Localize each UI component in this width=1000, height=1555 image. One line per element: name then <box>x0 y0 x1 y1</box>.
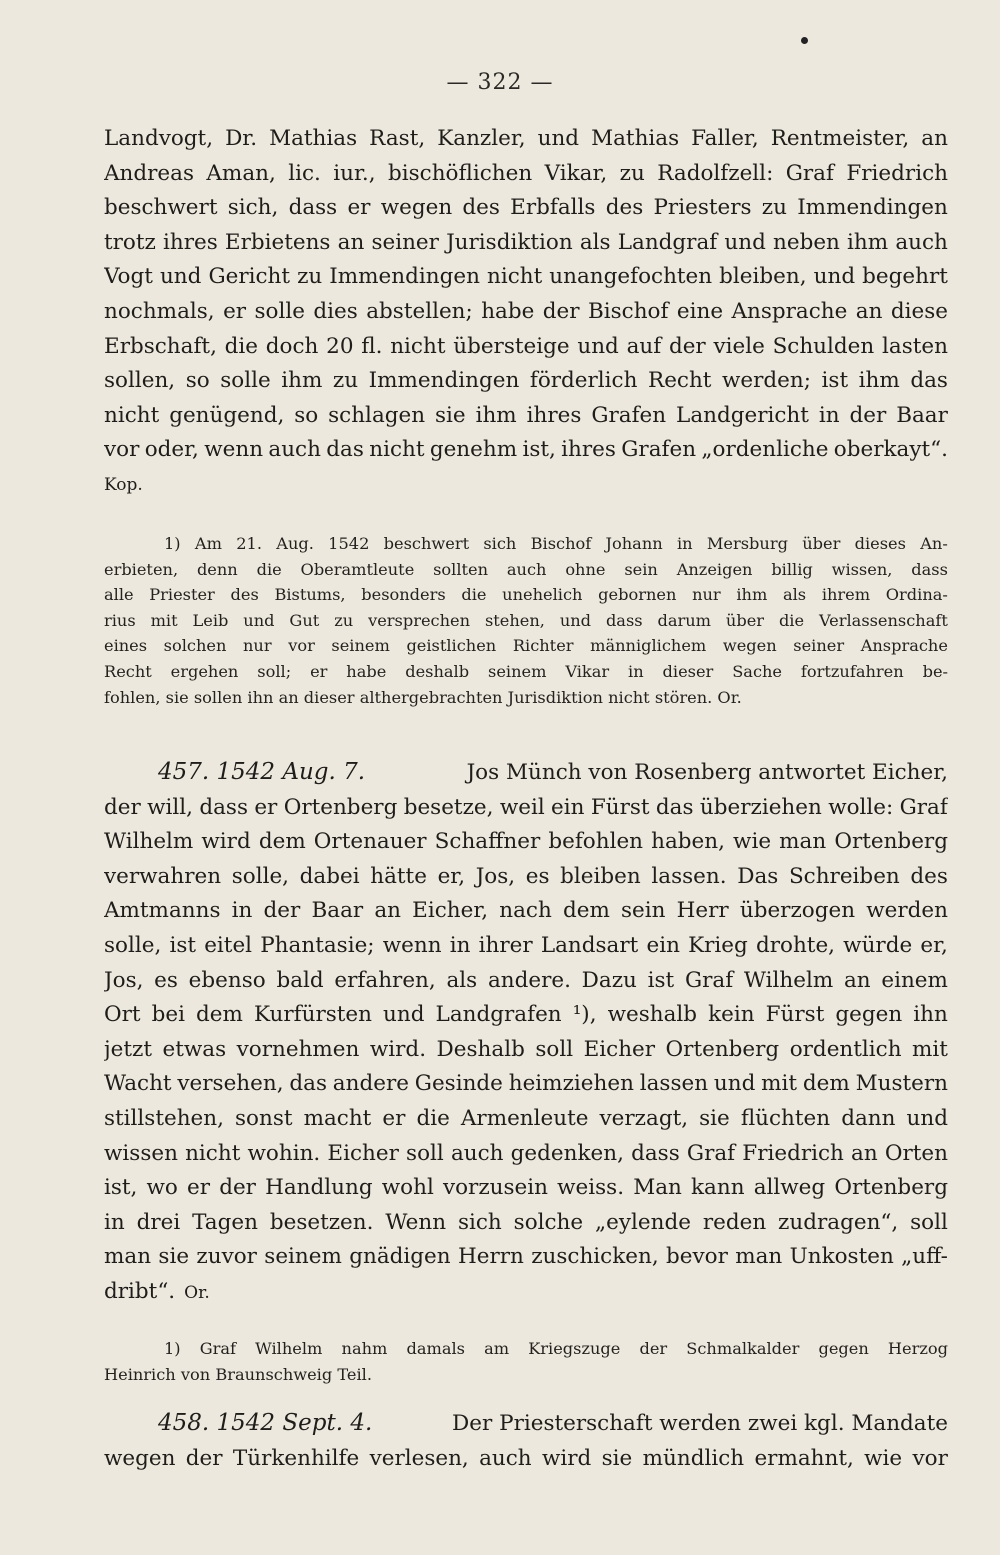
text-line: wissen nicht wohin. Eicher soll auch gedenken, dass Graf Friedrich an Orten <box>104 1140 948 1166</box>
text-line: Wilhelm wird dem Ortenauer Schaffner befohlen haben, wie man Ortenberg <box>104 829 948 855</box>
text-line: solle, ist eitel Phantasie; wenn in ihrer Landsart ein Krieg drohte, würde er, <box>104 932 948 958</box>
footnote-line: alle Priester des Bistums, besonders die unehelich gebornen nur ihm als ihrem Ordina- <box>104 585 948 605</box>
footnote-line: rius mit Leib und Gut zu versprechen stehen, und dass darum über die Verlassenschaft <box>104 610 948 630</box>
text-line: Erbschaft, die doch 20 fl. nicht übersteige und auf der viele Schulden lasten <box>104 333 948 359</box>
page-number: — 322 — <box>446 70 554 95</box>
footnote <box>104 531 948 710</box>
footnote-line: fohlen, sie sollen ihn an dieser althergebrachten Jurisdiktion nicht stören. Or. <box>104 687 742 707</box>
text-line: nicht genügend, so schlagen sie ihm ihres Grafen Landgericht in der Baar <box>104 402 948 428</box>
entry-heading: 457. 1542 Aug. 7. <box>158 759 366 785</box>
footnote-line: 1) Am 21. Aug. 1542 beschwert sich Bischof Johann in Mersburg über dieses An- <box>164 534 948 553</box>
text-line: Landvogt, Dr. Mathias Rast, Kanzler, und Mathias Faller, Rentmeister, an <box>104 126 948 151</box>
text-line: Andreas Aman, lic. iur., bischöflichen Vikar, zu Radolfzell: Graf Friedrich <box>104 160 948 186</box>
entry-457 <box>104 755 948 1311</box>
text-line: Der Priesterschaft werden zwei kgl. Mandate <box>452 1411 948 1436</box>
text-line: in drei Tagen besetzen. Wenn sich solche „eylende reden zudragen“, soll <box>104 1209 948 1235</box>
footnote-line: 1) Graf Wilhelm nahm damals am Kriegszuge der Schmalkalder gegen Herzog <box>164 1339 948 1358</box>
text-line: der will, dass er Ortenberg besetze, weil ein Fürst das überziehen wolle: Graf <box>104 794 948 820</box>
text-line: verwahren solle, dabei hätte er, Jos, es bleiben lassen. Das Schreiben des <box>104 863 948 889</box>
text-line: dribt“. <box>104 1278 176 1304</box>
text-line: trotz ihres Erbietens an seiner Jurisdiktion als Landgraf und neben ihm auch <box>104 229 948 255</box>
text-line: vor oder, wenn auch das nicht genehm ist, ihres Grafen „ordenliche oberkayt“. <box>104 437 948 463</box>
text-line: Jos, es ebenso bald erfahren, als andere. Dazu ist Graf Wilhelm an einem <box>104 967 948 993</box>
text-line: Ort bei dem Kurfürsten und Landgrafen ¹), weshalb kein Fürst gegen ihn <box>104 1002 948 1028</box>
entry-458 <box>104 1406 948 1476</box>
source-note: Kop. <box>104 474 143 495</box>
text-line: Jos Münch von Rosenberg antwortet Eicher, <box>466 760 948 785</box>
text-line: sollen, so solle ihm zu Immendingen förderlich Recht werden; ist ihm das <box>104 368 948 394</box>
text-line: Amtmanns in der Baar an Eicher, nach dem sein Herr überzogen werden <box>104 898 948 924</box>
entry-heading: 458. 1542 Sept. 4. <box>158 1410 373 1436</box>
continuation-paragraph <box>104 122 948 503</box>
text-line: Wacht versehen, das andere Gesinde heimziehen lassen und mit dem Mustern <box>104 1071 948 1097</box>
text-line: stillstehen, sonst macht er die Armenleute verzagt, sie flüchten dann und <box>104 1105 948 1131</box>
footnote-line: Recht ergehen soll; er habe deshalb seinem Vikar in dieser Sache fortzufahren be- <box>104 661 948 681</box>
footnote-line: eines solchen nur vor seinem geistlichen Richter männiglichem wegen seiner Ansprache <box>104 636 948 656</box>
footnote <box>104 1336 948 1387</box>
text-line: nochmals, er solle dies abstellen; habe der Bischof eine Ansprache an diese <box>104 298 948 324</box>
text-line: man sie zuvor seinem gnädigen Herrn zuschicken, bevor man Unkosten „uff- <box>104 1244 948 1270</box>
ink-dot <box>801 37 808 44</box>
footnote-line: erbieten, denn die Oberamtleute sollten auch ohne sein Anzeigen billig wissen, dass <box>104 559 948 579</box>
text-line: Vogt und Gericht zu Immendingen nicht unangefochten bleiben, und begehrt <box>104 264 948 290</box>
text-line: wegen der Türkenhilfe verlesen, auch wird sie mündlich ermahnt, wie vor <box>104 1445 948 1471</box>
source-note: Or. <box>184 1282 210 1303</box>
text-line: beschwert sich, dass er wegen des Erbfalls des Priesters zu Immendingen <box>104 195 948 221</box>
text-line: ist, wo er der Handlung wohl vorzusein weiss. Man kann allweg Ortenberg <box>104 1175 948 1201</box>
text-line: jetzt etwas vornehmen wird. Deshalb soll Eicher Ortenberg ordentlich mit <box>104 1036 948 1062</box>
footnote-line: Heinrich von Braunschweig Teil. <box>104 1364 372 1384</box>
